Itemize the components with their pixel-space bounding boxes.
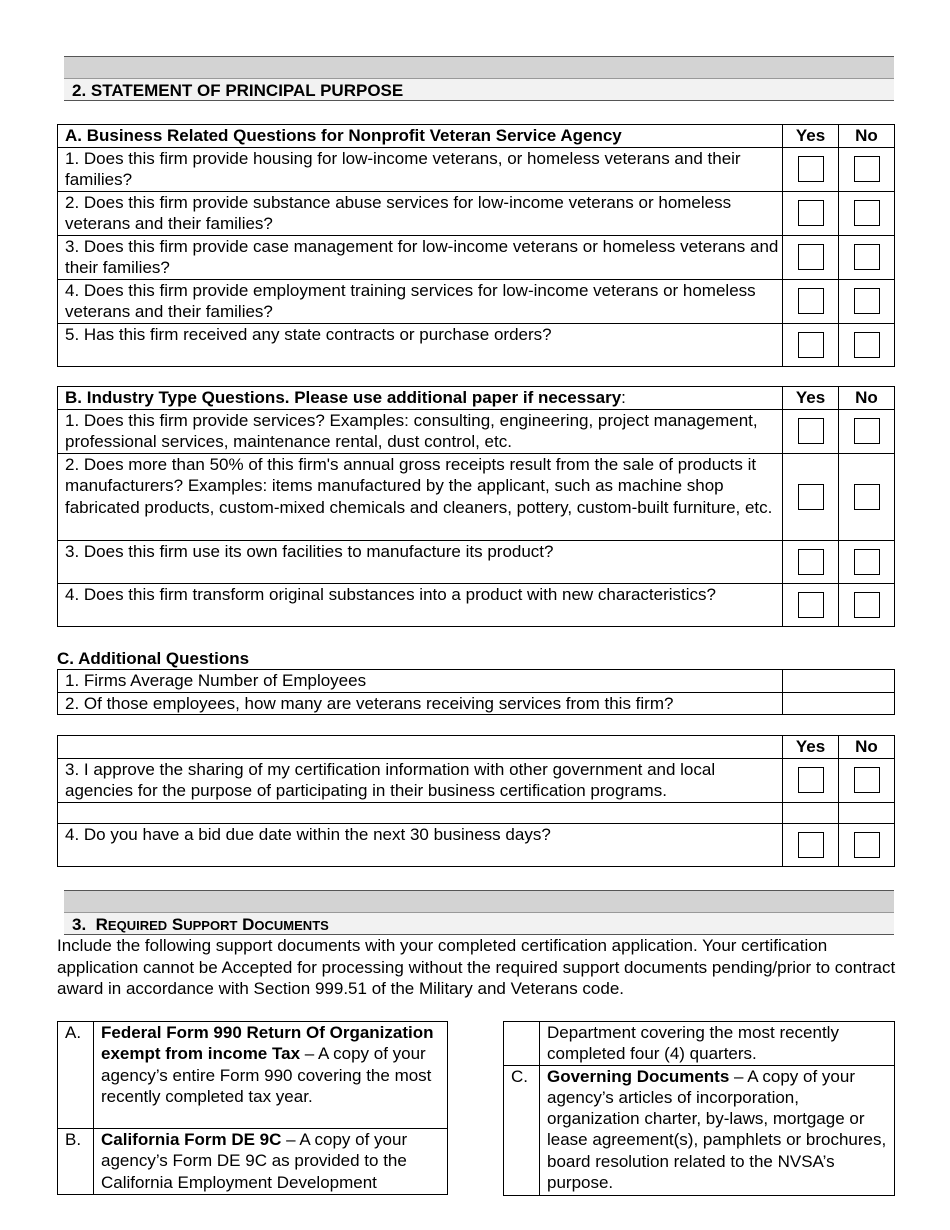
yes-checkbox-a4[interactable] [798, 288, 824, 314]
no-checkbox-d4[interactable] [854, 832, 880, 858]
table-a-business-questions [57, 124, 895, 367]
title-equired: EQUIRED [107, 918, 168, 933]
table-d-consent-questions [57, 735, 895, 867]
veteran-employees-field[interactable] [783, 692, 895, 715]
table-b-yes-header: Yes [783, 387, 839, 410]
yes-checkbox-d4[interactable] [798, 832, 824, 858]
doc-row [504, 1065, 895, 1195]
yes-checkbox-b1[interactable] [798, 418, 824, 444]
table-row [58, 692, 895, 715]
question-b3: 3. Does this firm use its own facilities to manufacture its product? [58, 540, 783, 583]
doc-row [58, 1129, 448, 1195]
question-c2: 2. Of those employees, how many are veterans receiving services from this firm? [58, 692, 783, 715]
table-row [58, 279, 895, 323]
table-b-header-colon: : [621, 388, 626, 408]
no-checkbox-b3[interactable] [854, 549, 880, 575]
title-ocuments: OCUMENTS [254, 918, 329, 933]
table-a-no-header: No [839, 125, 895, 148]
doc-a-title: Federal Form 990 Return Of Organization exempt from income Tax [101, 1023, 434, 1064]
doc-b-cont-letter [504, 1022, 540, 1066]
doc-c-text: – A copy of your agency’s articles of incorporation, organization charter, by-laws, mortgage or lease agreement(s), pamphlets or brochures, board resolution related to the NVSA’s purpose. [547, 1066, 887, 1193]
docs-table-right [503, 1021, 895, 1196]
spacer-cell [839, 802, 895, 823]
table-row [58, 583, 895, 626]
yes-checkbox-a3[interactable] [798, 244, 824, 270]
section-3-bar [64, 890, 894, 913]
table-a-header: A. Business Related Questions for Nonprofit Veteran Service Agency [58, 125, 783, 148]
section-3-title [64, 912, 894, 935]
section-2-bar [64, 56, 894, 79]
table-row [58, 409, 895, 453]
table-d-no-header: No [839, 736, 895, 759]
question-a2: 2. Does this firm provide substance abuse services for low-income veterans or homeless veterans and their families? [58, 191, 783, 235]
doc-b-letter: B. [58, 1129, 94, 1195]
docs-table-left [57, 1021, 448, 1195]
employees-count-field[interactable] [783, 670, 895, 693]
no-checkbox-a5[interactable] [854, 332, 880, 358]
table-row [58, 823, 895, 866]
doc-c-title: Governing Documents [547, 1066, 730, 1086]
title-r: R [95, 915, 108, 934]
table-b-no-header: No [839, 387, 895, 410]
spacer-cell [783, 802, 839, 823]
title-d: D [242, 915, 255, 934]
table-row [58, 235, 895, 279]
question-a3: 3. Does this firm provide case management for low-income veterans or homeless veterans and their families? [58, 235, 783, 279]
doc-row [58, 1022, 448, 1129]
table-row [58, 540, 895, 583]
table-b-header [58, 387, 783, 410]
doc-a-text: – A copy of your agency’s entire Form 990 covering the most recently completed tax year. [101, 1044, 432, 1106]
table-a-yes-header: Yes [783, 125, 839, 148]
question-b2: 2. Does more than 50% of this firm's annual gross receipts result from the sale of products it manufacturers? Examples: items manufactured by the applicant, such as machine shop fabricated products, custom-mixed chemicals and cleaners, pottery, custom-built furniture, etc. [58, 453, 783, 540]
doc-b-continued: Department covering the most recently completed four (4) quarters. [540, 1022, 895, 1066]
doc-c-body [540, 1065, 895, 1195]
yes-checkbox-b4[interactable] [798, 592, 824, 618]
no-checkbox-a3[interactable] [854, 244, 880, 270]
table-row [58, 323, 895, 366]
no-checkbox-a1[interactable] [854, 156, 880, 182]
table-b-header-text: B. Industry Type Questions. Please use additional paper if necessary [65, 388, 622, 408]
no-checkbox-b1[interactable] [854, 418, 880, 444]
no-checkbox-a2[interactable] [854, 200, 880, 226]
table-d-yes-header: Yes [783, 736, 839, 759]
table-c-additional-questions [57, 669, 895, 715]
spacer-row [58, 802, 783, 823]
doc-row [504, 1022, 895, 1066]
title-s: S [171, 915, 184, 934]
doc-c-letter: C. [504, 1065, 540, 1195]
doc-a-body [94, 1022, 448, 1129]
title-upport: UPPORT [183, 918, 238, 933]
question-d4: 4. Do you have a bid due date within the next 30 business days? [58, 823, 783, 866]
question-b4: 4. Does this firm transform original substances into a product with new characteristics? [58, 583, 783, 626]
table-row [58, 453, 895, 540]
section-3-intro: Include the following support documents with your completed certification application. Your certification application cannot be Accepted for processing without the required support documents pending/prior to contract award in accordance with Section 999.51 of the Military and Veterans code. [57, 936, 896, 998]
doc-b-text: – A copy of your agency’s Form DE 9C as provided to the California Employment Development [101, 1130, 408, 1192]
no-checkbox-a4[interactable] [854, 288, 880, 314]
question-d3: 3. I approve the sharing of my certification information with other government and local agencies for the purpose of participating in their business certification programs. [58, 758, 783, 802]
table-row [58, 191, 895, 235]
table-row [58, 147, 895, 191]
table-row [58, 670, 895, 693]
section-2-title: 2. STATEMENT OF PRINCIPAL PURPOSE [64, 78, 894, 101]
question-a5: 5. Has this firm received any state contracts or purchase orders? [58, 323, 783, 366]
no-checkbox-b4[interactable] [854, 592, 880, 618]
question-a1: 1. Does this firm provide housing for low-income veterans, or homeless veterans and their families? [58, 147, 783, 191]
section-3-number: 3. [72, 915, 87, 934]
question-b1: 1. Does this firm provide services? Examples: consulting, engineering, project management, professional services, maintenance rental, dust control, etc. [58, 409, 783, 453]
yes-checkbox-a5[interactable] [798, 332, 824, 358]
question-c1: 1. Firms Average Number of Employees [58, 670, 783, 693]
yes-checkbox-b3[interactable] [798, 549, 824, 575]
table-b-industry-questions [57, 386, 895, 627]
yes-checkbox-a2[interactable] [798, 200, 824, 226]
doc-b-title: California Form DE 9C [101, 1130, 282, 1149]
section-c-title: C. Additional Questions [57, 649, 250, 668]
no-checkbox-d3[interactable] [854, 767, 880, 793]
yes-checkbox-a1[interactable] [798, 156, 824, 182]
doc-a-letter: A. [58, 1022, 94, 1129]
table-d-blank-header [58, 736, 783, 759]
yes-checkbox-d3[interactable] [798, 767, 824, 793]
doc-b-body [94, 1129, 448, 1195]
no-checkbox-b2[interactable] [854, 484, 880, 510]
table-row [58, 758, 895, 802]
question-a4: 4. Does this firm provide employment training services for low-income veterans or homeless veterans and their families? [58, 279, 783, 323]
yes-checkbox-b2[interactable] [798, 484, 824, 510]
